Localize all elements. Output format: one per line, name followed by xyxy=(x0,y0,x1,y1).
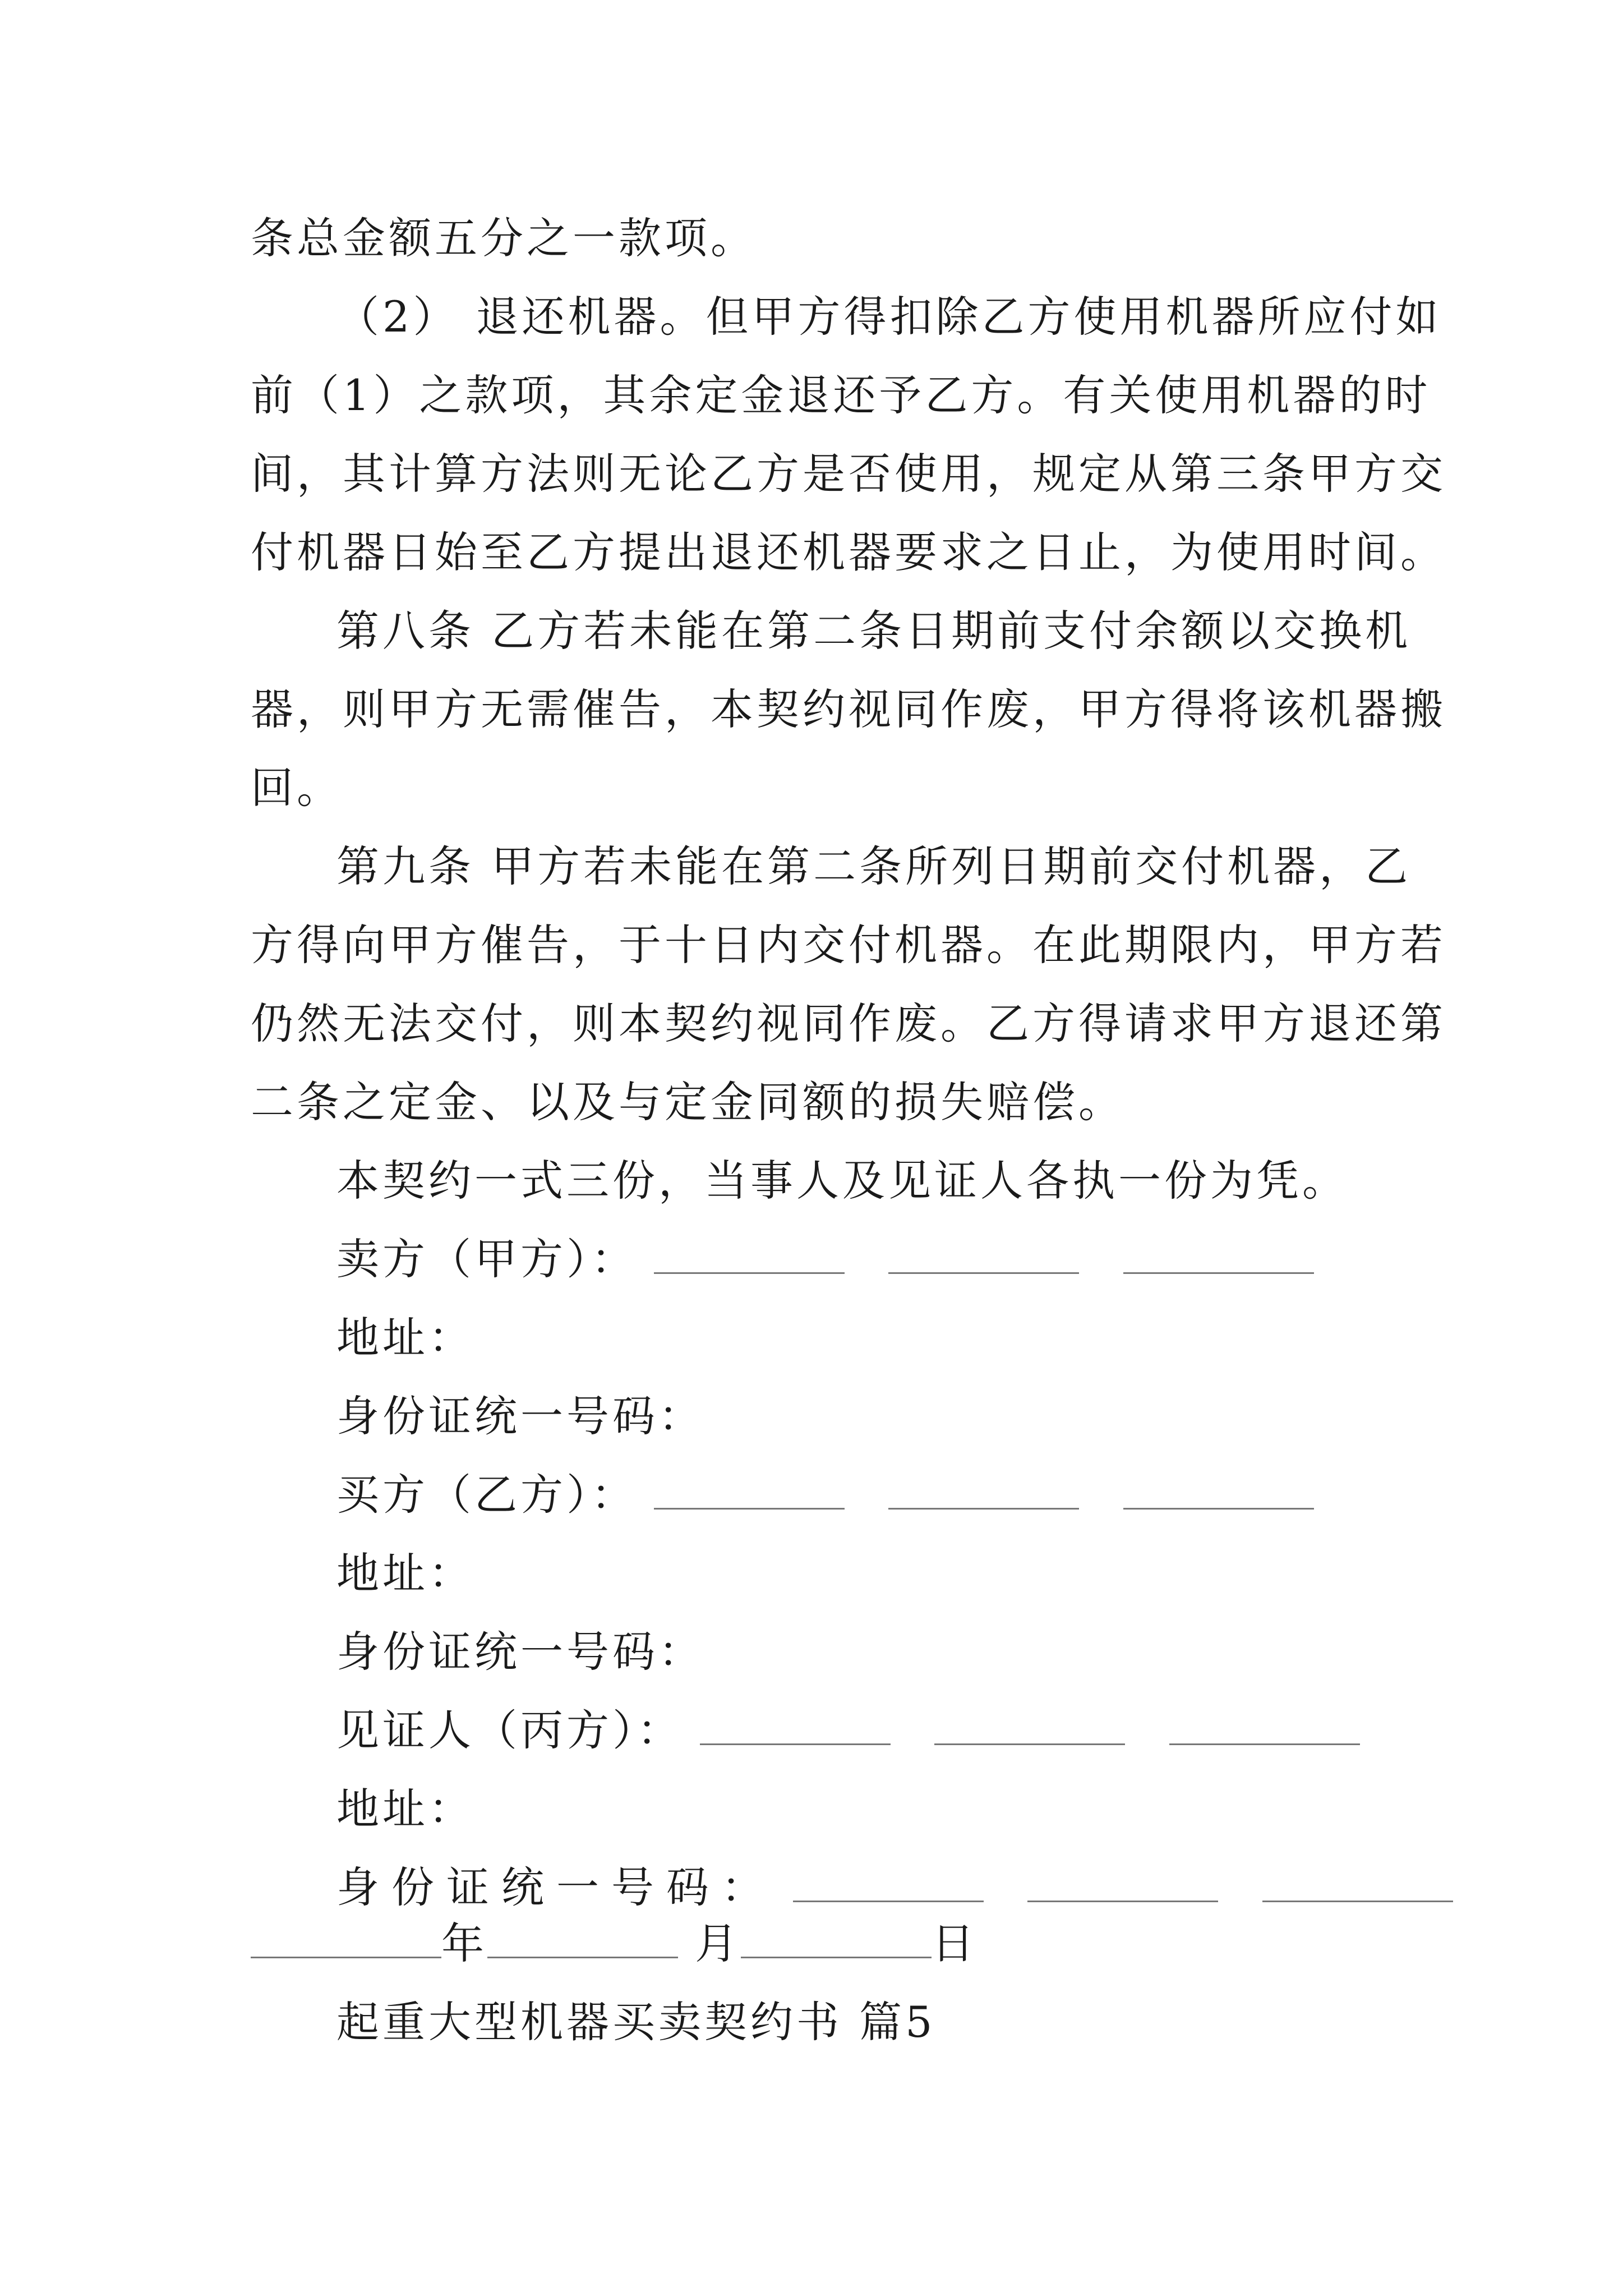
witness-id-label: 身份证统一号码： xyxy=(336,1862,776,1912)
buyer-address: 地址： xyxy=(336,1548,474,1598)
witness-signature-row xyxy=(336,1703,1475,1759)
paragraph-line: 仍然无法交付，则本契约视同作废。乙方得请求甲方退还第 xyxy=(251,999,1446,1048)
seller-signature-blank xyxy=(888,1237,1079,1274)
witness-signature-blank xyxy=(700,1709,891,1745)
witness-address: 地址： xyxy=(336,1784,474,1834)
paragraph-line: 方得向甲方催告，于十日内交付机器。在此期限内，甲方若 xyxy=(251,920,1446,970)
date-row xyxy=(251,1916,1389,1972)
paragraph-line: 二条之定金、以及与定金同额的损失赔偿。 xyxy=(251,1077,1124,1127)
paragraph-line: 前（1）之款项，其余定金退还予乙方。有关使用机器的时 xyxy=(251,370,1431,420)
copies-statement: 本契约一式三份，当事人及见证人各执一份为凭。 xyxy=(336,1156,1348,1205)
witness-label: 见证人（丙方）： xyxy=(336,1705,683,1755)
buyer-signature-blank xyxy=(888,1473,1079,1510)
seller-signature-blank xyxy=(1123,1237,1314,1274)
seller-label: 卖方（甲方）： xyxy=(336,1234,637,1284)
paragraph-line: 回。 xyxy=(251,763,343,813)
year-blank xyxy=(251,1922,441,1958)
year-label: 年 xyxy=(441,1918,487,1968)
witness-signature-blank xyxy=(934,1709,1125,1745)
buyer-label: 买方（乙方）： xyxy=(336,1470,637,1520)
next-section-title: 起重大型机器买卖契约书 篇5 xyxy=(336,1997,936,2047)
paragraph-line: 器，则甲方无需催告，本契约视同作废，甲方得将该机器搬 xyxy=(251,684,1446,734)
article-9-line: 第九条 甲方若未能在第二条所列日期前交付机器，乙 xyxy=(336,841,1412,891)
month-label: 月 xyxy=(695,1918,741,1968)
paragraph-line: 条总金额五分之一款项。 xyxy=(251,213,757,263)
paragraph-line: 付机器日始至乙方提出退还机器要求之日止，为使用时间。 xyxy=(251,527,1446,577)
seller-address: 地址： xyxy=(336,1313,474,1363)
witness-id-blank xyxy=(1262,1866,1453,1902)
witness-id-blank xyxy=(1027,1866,1218,1902)
day-blank xyxy=(741,1922,932,1958)
witness-id-blank xyxy=(793,1866,984,1902)
buyer-signature-blank xyxy=(654,1473,845,1510)
day-label: 日 xyxy=(932,1918,978,1968)
buyer-signature-row xyxy=(336,1467,1475,1523)
month-blank xyxy=(487,1922,678,1958)
article-8-line: 第八条 乙方若未能在第二条日期前支付余额以交换机 xyxy=(336,606,1412,656)
buyer-id: 身份证统一号码： xyxy=(336,1627,704,1677)
buyer-signature-blank xyxy=(1123,1473,1314,1510)
witness-signature-blank xyxy=(1169,1709,1360,1745)
seller-id: 身份证统一号码： xyxy=(336,1391,704,1441)
paragraph-line: （2） 退还机器。但甲方得扣除乙方使用机器所应付如 xyxy=(336,292,1442,342)
paragraph-line: 间，其计算方法则无论乙方是否使用，规定从第三条甲方交 xyxy=(251,449,1446,499)
seller-signature-row xyxy=(336,1231,1475,1287)
seller-signature-blank xyxy=(654,1237,845,1274)
witness-id-row xyxy=(336,1860,1475,1916)
